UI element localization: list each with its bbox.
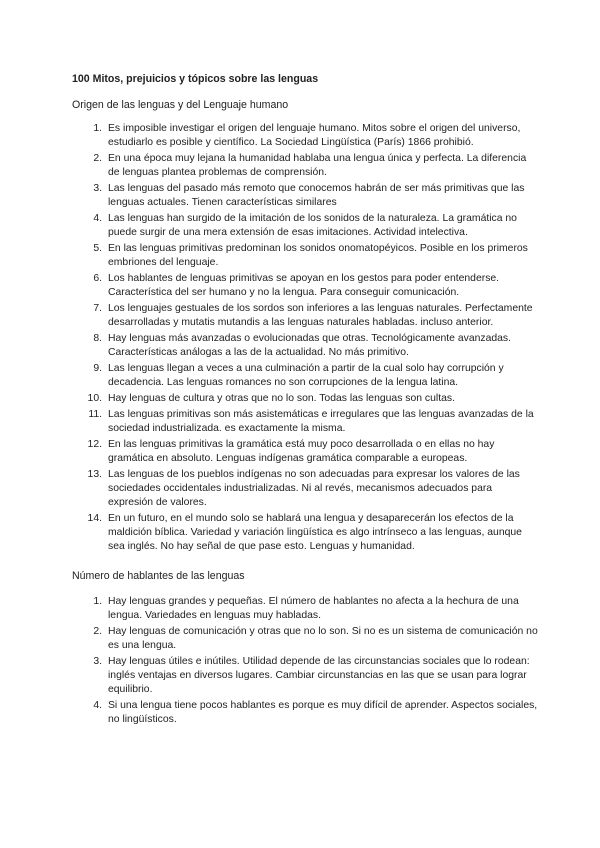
list-item bbox=[72, 242, 540, 270]
list-item-number: 9. bbox=[93, 363, 102, 374]
list-item bbox=[72, 182, 540, 210]
list-item-number: 14. bbox=[87, 513, 102, 524]
list-item bbox=[72, 595, 540, 623]
list-item bbox=[72, 512, 540, 555]
list-item-text: Las lenguas primitivas son más asistemáticas e irregulares que las lenguas avanzadas de la sociedad industrializada. es exactamente la misma. bbox=[108, 408, 534, 434]
list-item bbox=[72, 655, 540, 698]
list-item-text: Si una lengua tiene pocos hablantes es porque es muy difícil de aprender. Aspectos sociales, no lingüísticos. bbox=[108, 699, 538, 726]
list-item-text: En un futuro, en el mundo solo se hablará una lengua y desaparecerán los efectos de la maldición bíblica. Variedad y variación lingüística es algo intrínseco a las lenguas, aunque sea inglés. No hay señal de que pase esto. Lenguas y humanidad. bbox=[108, 513, 522, 553]
list-item-number: 7. bbox=[93, 303, 102, 314]
list-item-number: 8. bbox=[93, 333, 102, 344]
list-item-number: 1. bbox=[93, 595, 102, 607]
list-item bbox=[72, 212, 540, 240]
list-item-number: 4. bbox=[93, 699, 102, 711]
list-item-text: Las lenguas llegan a veces a una culminación a partir de la cual solo hay corrupción y decadencia. Las lenguas romances no son corrupciones de la lengua latina. bbox=[108, 363, 504, 389]
list-item bbox=[72, 392, 540, 406]
list-item-number: 12. bbox=[87, 438, 102, 450]
list-item bbox=[72, 699, 540, 727]
numbered-list-hablantes bbox=[72, 595, 540, 728]
list-item-number: 13. bbox=[87, 468, 102, 480]
list-item-text: Las lenguas del pasado más remoto que conocemos habrán de ser más primitivas que las lenguas actuales. Tienen características similares bbox=[108, 183, 525, 209]
list-item bbox=[72, 152, 540, 180]
list-item bbox=[72, 362, 540, 390]
list-item-text: Hay lenguas de comunicación y otras que no lo son. Si no es un sistema de comunicación no es una lengua. bbox=[108, 625, 538, 651]
section-heading-origen: Origen de las lenguas y del Lenguaje humano bbox=[72, 99, 289, 111]
list-item-text: Hay lenguas de cultura y otras que no lo son. Todas las lenguas son cultas. bbox=[108, 393, 455, 404]
list-item-number: 5. bbox=[93, 243, 102, 254]
list-item-text: Es imposible investigar el origen del lenguaje humano. Mitos sobre el origen del universo, estudiarlo es posible y científico. La Sociedad Lingüística (París) 1866 prohibió. bbox=[108, 123, 521, 149]
list-item-text: En las lenguas primitivas predominan los sonidos onomatopéyicos. Posible en los primeros embriones del lenguaje. bbox=[108, 243, 528, 269]
list-item-text: Hay lenguas útiles e inútiles. Utilidad depende de las circunstancias sociales que lo rodean: inglés ventajas en diversos lugares. Cambiar circunstancias en las que se usan para lograr equilibrio. bbox=[108, 655, 530, 696]
list-item-text: Hay lenguas más avanzadas o evolucionadas que otras. Tecnológicamente avanzadas. Características análogas a las de la actualidad. No más primitivo. bbox=[108, 333, 511, 359]
section-heading-hablantes: Número de hablantes de las lenguas bbox=[72, 569, 245, 582]
list-item bbox=[72, 468, 540, 511]
list-item-number: 3. bbox=[93, 655, 102, 667]
list-item bbox=[72, 438, 540, 466]
list-item bbox=[72, 625, 540, 653]
document-title: 100 Mitos, prejuicios y tópicos sobre las lenguas bbox=[72, 73, 319, 85]
list-item-text: En las lenguas primitivas la gramática está muy poco desarrollada o en ellas no hay gramática en absoluto. Lenguas indígenas gramática comparable a europeas. bbox=[108, 438, 495, 464]
list-item-text: Los lenguajes gestuales de los sordos son inferiores a las lenguas naturales. Perfectamente desarrolladas y mutatis mutandis a las lenguas naturales habladas. incluso anterior. bbox=[108, 303, 533, 329]
list-item bbox=[72, 408, 540, 436]
list-item-number: 6. bbox=[93, 273, 102, 284]
list-item bbox=[72, 122, 540, 150]
list-item bbox=[72, 332, 540, 360]
list-item bbox=[72, 272, 540, 300]
list-item-text: Hay lenguas grandes y pequeñas. El número de hablantes no afecta a la hechura de una lengua. Variedades en lenguas muy habladas. bbox=[108, 595, 519, 621]
list-item-number: 11. bbox=[88, 408, 102, 420]
list-item bbox=[72, 302, 540, 330]
list-item-number: 10. bbox=[87, 393, 102, 404]
list-item-number: 3. bbox=[93, 183, 102, 194]
list-item-number: 2. bbox=[93, 153, 102, 164]
list-item-number: 1. bbox=[93, 123, 102, 134]
list-item-number: 2. bbox=[93, 625, 102, 637]
list-item-text: Las lenguas han surgido de la imitación de los sonidos de la naturaleza. La gramática no puede surgir de una mera extensión de esas imitaciones. Actividad intelectiva. bbox=[108, 213, 517, 239]
list-item-text: En una época muy lejana la humanidad hablaba una lengua única y perfecta. La diferencia de lenguas plantea problemas de comprensión. bbox=[108, 153, 527, 179]
numbered-list-origen bbox=[72, 122, 540, 555]
list-item-text: Las lenguas de los pueblos indígenas no son adecuadas para expresar los valores de las sociedades occidentales industrializadas. Ni al revés, mecanismos adecuados para expresión de valores. bbox=[108, 468, 520, 509]
list-item-number: 4. bbox=[93, 213, 102, 224]
list-item-text: Los hablantes de lenguas primitivas se apoyan en los gestos para poder entenderse. Característica del ser humano y no la lengua. Para conseguir comunicación. bbox=[108, 273, 500, 299]
